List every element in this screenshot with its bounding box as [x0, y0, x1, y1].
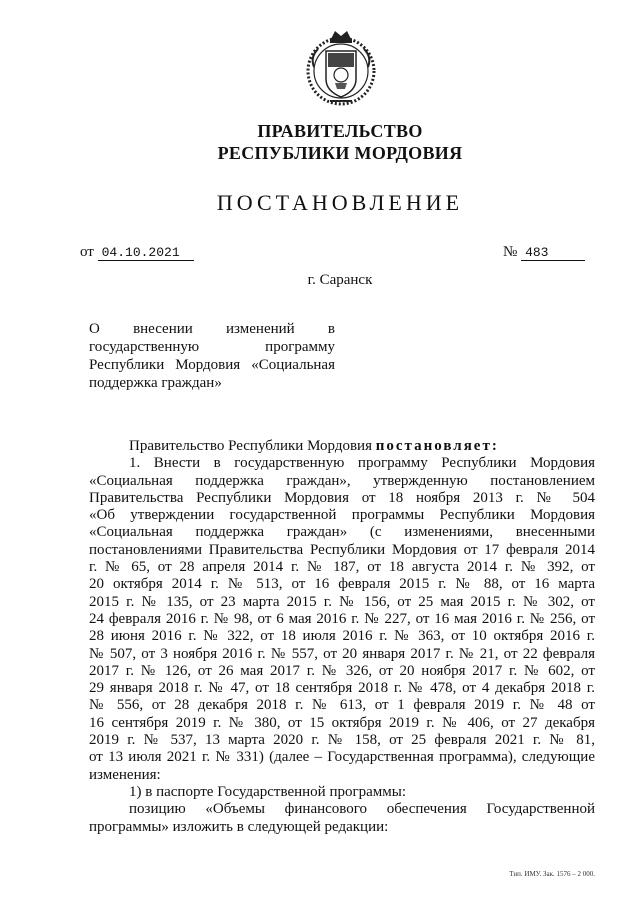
document-number: 483 — [521, 245, 585, 261]
document-body — [89, 438, 595, 836]
body-line: г. № 65, от 28 апреля 2014 г. № 187, от 18 августа 2014 г. № 392, от — [89, 559, 595, 576]
body-line: 28 июня 2016 г. № 322, от 18 июля 2016 г. № 363, от 10 октября 2016 г. — [89, 628, 595, 645]
body-intro — [89, 438, 595, 455]
subject-line: государственную программу — [89, 339, 335, 355]
number-prefix: № — [503, 244, 518, 260]
body-item-passport: 1) в паспорте Государственной программы: — [129, 783, 407, 800]
body-item-position-cont: программы» изложить в следующей редакции: — [89, 818, 389, 835]
body-line: Правительства Республики Мордовия от 18 ноября 2013 г. № 504 — [89, 489, 595, 506]
body-line: «Социальная поддержка граждан» (с изменениями, внесенными — [89, 524, 595, 541]
intro-text: Правительство Республики Мордовия — [129, 438, 372, 454]
document-type: ПОСТАНОВЛЕНИЕ — [216, 190, 464, 215]
body-line: постановлениями Правительства Республики Мордовия от 17 февраля 2014 — [89, 541, 595, 558]
body-item-position: позицию «Объемы финансового обеспечения Государственной — [129, 801, 595, 818]
subject-line: поддержка граждан» — [89, 375, 222, 391]
document-city: г. Саранск — [307, 272, 373, 288]
document-subject — [89, 320, 335, 392]
body-line: 2017 г. № 126, от 26 мая 2017 г. № 326, от 20 ноября 2017 г. № 602, от — [89, 662, 595, 679]
org-name-line1: ПРАВИТЕЛЬСТВО — [257, 121, 423, 141]
body-line: № 556, от 28 декабря 2018 г. № 613, от 1 февраля 2019 г. № 48 от — [89, 697, 595, 714]
body-line: 24 февраля 2016 г. № 98, от 6 мая 2016 г. № 227, от 16 мая 2016 г. № 256, от — [89, 610, 595, 627]
date-prefix: от — [80, 244, 94, 260]
body-line: 1. Внести в государственную программу Республики Мордовия — [129, 455, 595, 472]
body-line: 20 октября 2014 г. № 513, от 16 февраля 2015 г. № 88, от 16 марта — [89, 576, 595, 593]
coat-of-arms-icon — [304, 27, 378, 107]
body-line: изменения: — [89, 766, 161, 783]
body-line: 16 сентября 2019 г. № 380, от 15 октября 2019 г. № 406, от 27 декабря — [89, 714, 595, 731]
document-date: 04.10.2021 — [98, 245, 194, 261]
body-line: 2019 г. № 537, 13 марта 2020 г. № 158, от 25 февраля 2021 г. № 81, — [89, 732, 595, 749]
intro-resolves: постановляет: — [375, 438, 499, 454]
body-line: № 507, от 3 ноября 2016 г. № 557, от 20 января 2017 г. № 21, от 22 февраля — [89, 645, 595, 662]
subject-line: О внесении изменений в — [89, 321, 335, 337]
org-name-line2: РЕСПУБЛИКИ МОРДОВИЯ — [217, 143, 463, 163]
body-line: «Социальная поддержка граждан», утвержденную постановлением — [89, 472, 595, 489]
subject-line: Республики Мордовия «Социальная — [89, 357, 335, 373]
document-date-row — [80, 244, 194, 261]
body-line: «Об утверждении государственной программы Республики Мордовия — [89, 507, 595, 524]
document-number-row — [503, 244, 585, 261]
body-line: 2015 г. № 135, от 23 марта 2015 г. № 156, от 25 мая 2015 г. № 302, от — [89, 593, 595, 610]
body-line: от 13 июля 2021 г. № 331) (далее – Государственная программа), следующие — [89, 749, 595, 766]
print-mark: Тип. ИМУ. Зак. 1576 – 2 000. — [509, 870, 595, 878]
body-line: 29 января 2018 г. № 47, от 18 сентября 2018 г. № 478, от 4 декабря 2018 г. — [89, 680, 595, 697]
